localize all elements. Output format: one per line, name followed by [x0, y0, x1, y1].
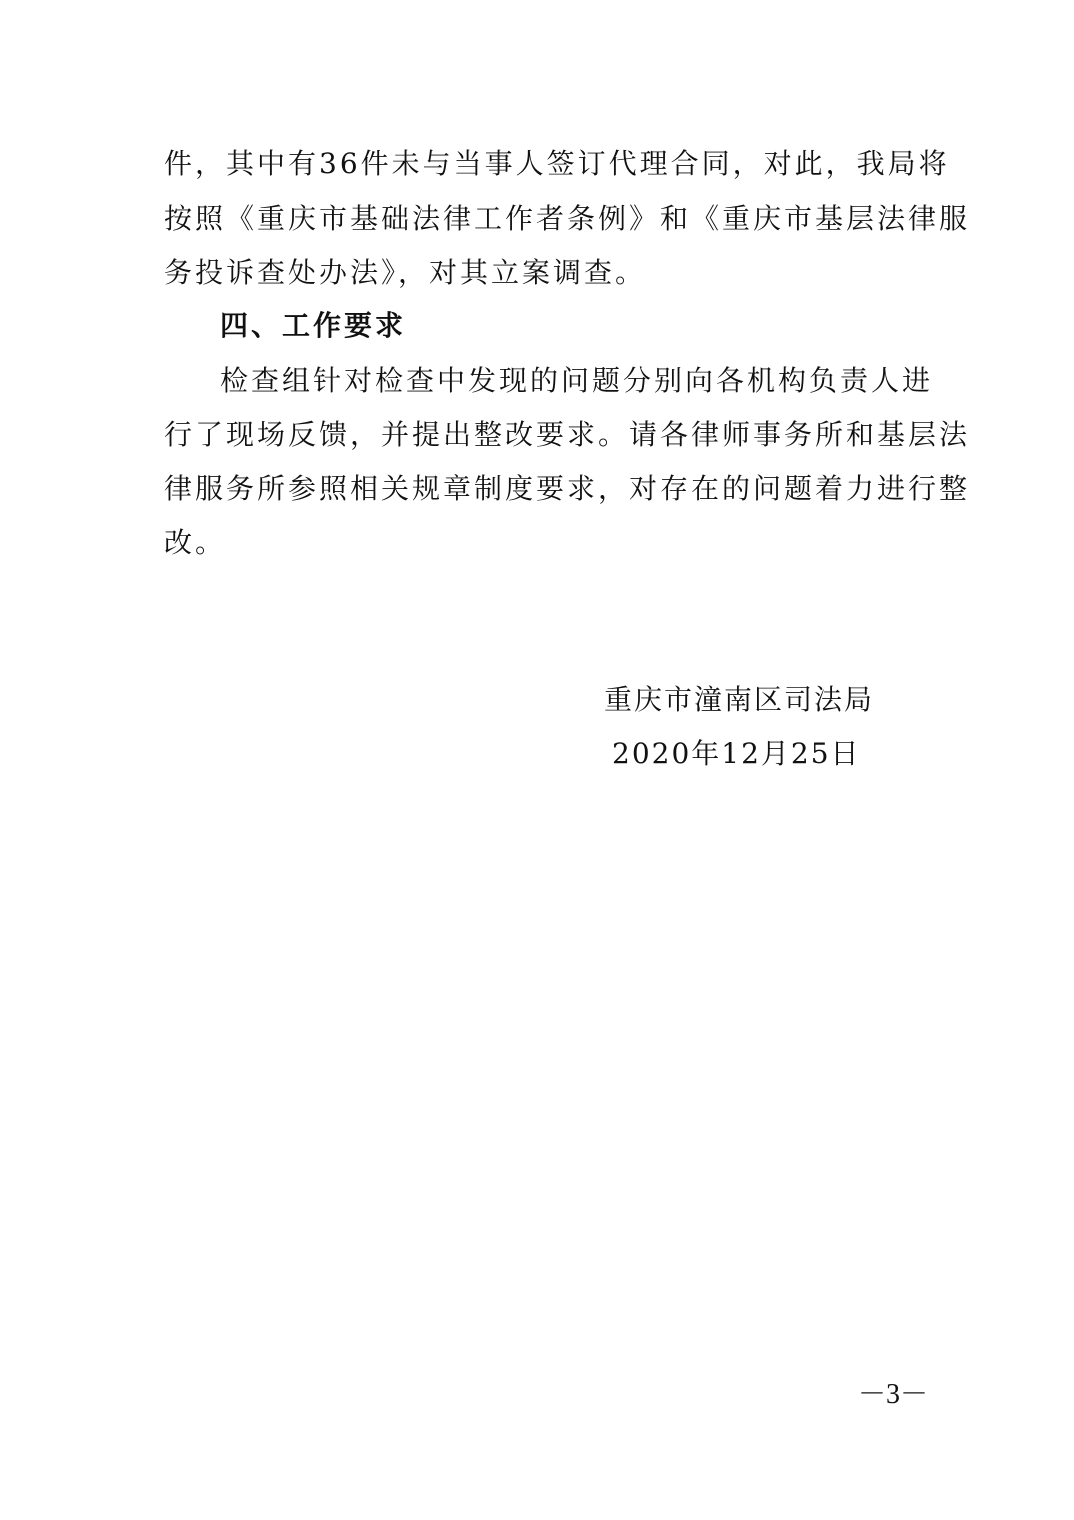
paragraph-line: 改。: [164, 526, 227, 559]
page-number: －3－: [858, 1379, 929, 1410]
section-heading: 四、工作要求: [220, 309, 407, 342]
paragraph-line: 务投诉查处办法》，对其立案调查。: [164, 256, 647, 289]
paragraph-line: 检查组针对检查中发现的问题分别向各机构负责人进: [220, 364, 934, 397]
paragraph-line: 按照《重庆市基础法律工作者条例》和《重庆市基层法律服: [164, 202, 971, 235]
signature-organization: 重庆市潼南区司法局: [604, 683, 875, 716]
paragraph-line: 律服务所参照相关规章制度要求，对存在的问题着力进行整: [164, 472, 971, 505]
paragraph-line: 行了现场反馈，并提出整改要求。请各律师事务所和基层法: [164, 418, 971, 451]
signature-date: 2020年12月25日: [612, 737, 861, 770]
paragraph-line: 件，其中有36件未与当事人签订代理合同，对此，我局将: [164, 147, 950, 180]
